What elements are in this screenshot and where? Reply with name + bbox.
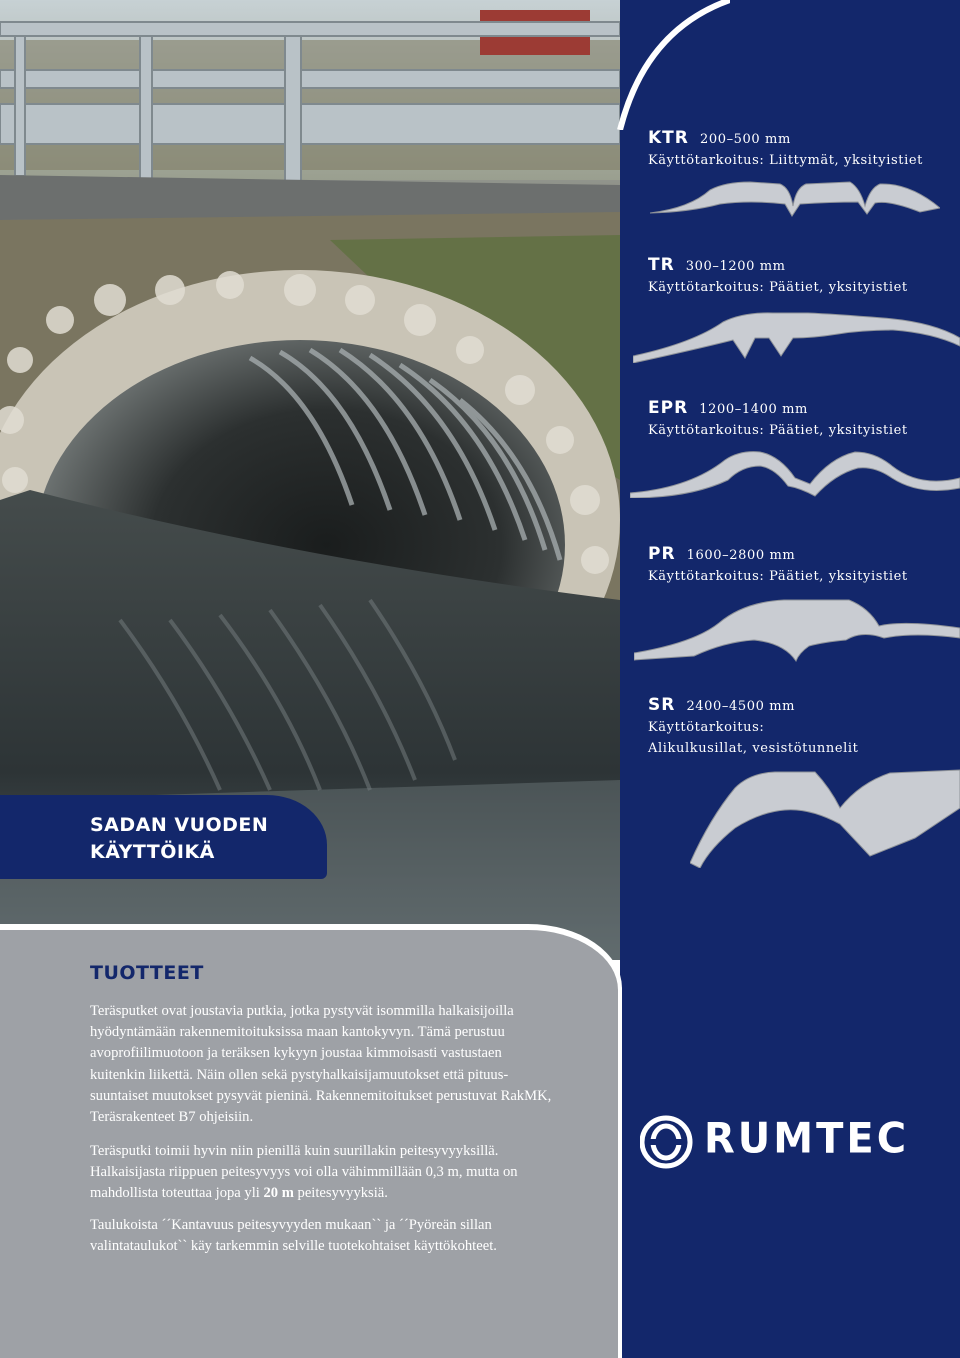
product-range: 1600–2800 mm — [686, 548, 796, 563]
product-usage: Käyttötarkoitus: Päätiet, yksityistiet — [648, 569, 908, 584]
product-range: 200–500 mm — [699, 132, 791, 147]
headline — [90, 812, 268, 866]
product-ktr — [648, 128, 923, 171]
product-code: KTR — [648, 128, 689, 148]
panel-corner-shape — [600, 0, 730, 130]
headline-line2: KÄYTTÖIKÄ — [90, 841, 215, 863]
product-range: 1200–1400 mm — [699, 402, 808, 417]
product-range: 2400–4500 mm — [686, 699, 796, 714]
pr-profile-shape — [634, 598, 960, 663]
product-tr — [648, 255, 908, 298]
paragraph-1: Teräsputket ovat joustavia putkia, jotka pystyvät isommilla halkaisijoilla hyödyntämään rakennemitoituksissa maan kantokyvyn. Tämä perustuu avoprofiilimuotoon ja teräksen kykyyn joustaa kimmoisasti vastustaen kuitenkin liikettä. Näin ollen sekä pystyhalkaisijamuutokset että pituus-suuntaiset muutokset pysyvät pieninä. Rakennemitoitukset perustuvat RakMK, Teräsrakenteet B7 ohjeisiin. — [90, 1003, 552, 1126]
product-range: 300–1200 mm — [685, 259, 786, 274]
product-usage: Käyttötarkoitus: Päätiet, yksityistiet — [648, 423, 908, 438]
tr-profile-shape — [633, 308, 960, 363]
product-epr — [648, 398, 908, 441]
paragraph-2-text: Teräsputki toimii hyvin niin pienillä kuin suurillakin peitesyvyyksillä. Halkaisijasta riippuen peitesyvyys voi olla vähimmillään 0,3 m, mutta on mahdollista toteuttaa jopa yli — [90, 1143, 518, 1202]
paragraph-2-end: peitesyvyyksiä. — [293, 1185, 388, 1202]
epr-profile-shape — [630, 448, 960, 498]
ktr-profile-shape — [650, 178, 940, 218]
paragraph-2-bold: 20 m — [263, 1185, 294, 1202]
product-pr — [648, 544, 908, 587]
product-sr — [648, 695, 859, 759]
paragraph-3: Taulukoista ´´Kantavuus peitesyvyyden mukaan`` ja ´´Pyöreän sillan valintataulukot`` käy tarkemmin selville tuotekohtaiset käyttökohteet. — [90, 1217, 497, 1255]
section-title: TUOTTEET — [90, 962, 204, 984]
product-code: TR — [648, 255, 675, 275]
product-code: PR — [648, 544, 676, 564]
product-code: SR — [648, 695, 676, 715]
logo-text: RUMTEC — [704, 1114, 910, 1164]
product-code: EPR — [648, 398, 689, 418]
headline-line1: SADAN VUODEN — [90, 814, 269, 836]
product-usage: Käyttötarkoitus: Päätiet, yksityistiet — [648, 280, 908, 295]
paragraph-2 — [90, 1141, 560, 1205]
product-usage: Käyttötarkoitus: Liittymät, yksityistiet — [648, 153, 923, 168]
sr-profile-shape — [690, 768, 960, 868]
product-usage-line2: Alikulkusillat, vesistötunnelit — [648, 741, 859, 756]
product-usage-line1: Käyttötarkoitus: — [648, 720, 765, 735]
